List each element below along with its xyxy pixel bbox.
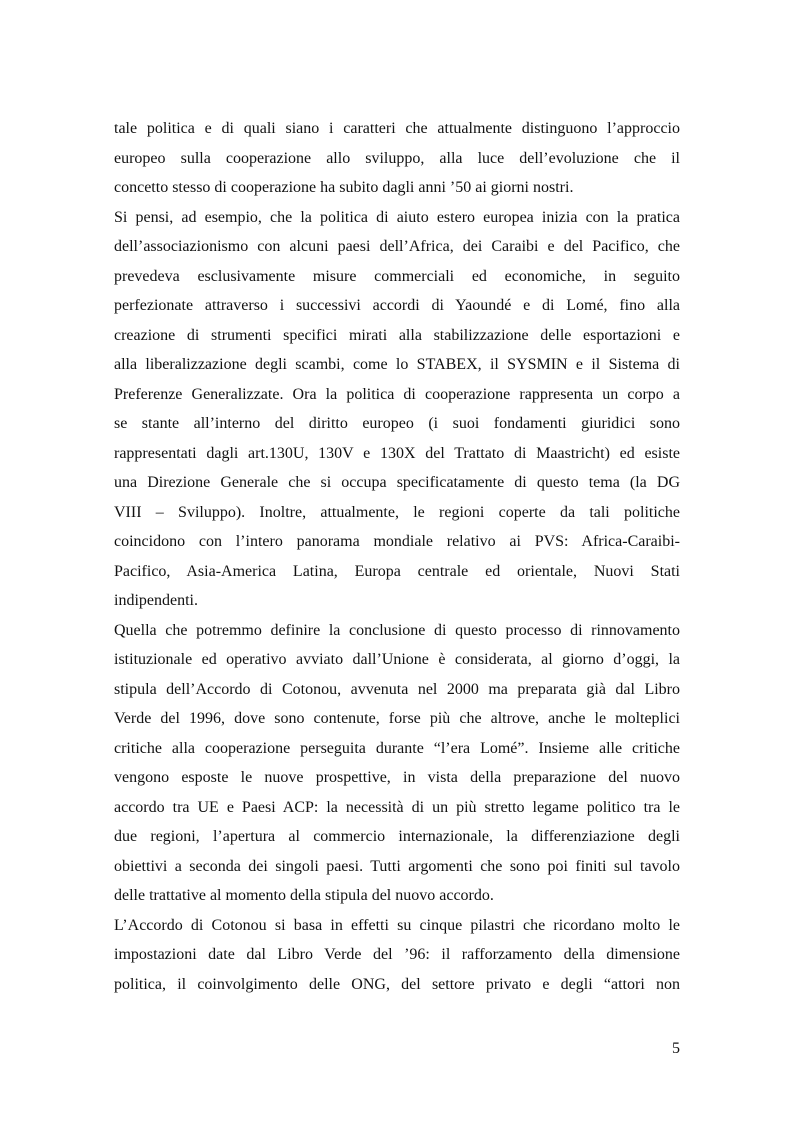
text-line: Quella che potremmo definire la conclusione di questo processo di rinnovamento	[114, 621, 680, 639]
text-line: tale politica e di quali siano i caratteri che attualmente distinguono l’approccio	[114, 120, 680, 137]
text-line: indipendenti.	[114, 592, 198, 609]
text-line: coincidono con l’intero panorama mondiale relativo ai PVS: Africa-Caraibi-	[114, 533, 680, 550]
text-line: rappresentati dagli art.130U, 130V e 130X del Trattato di Maastricht) ed esiste	[114, 444, 680, 462]
text-line: istituzionale ed operativo avviato dall’Unione è considerata, al giorno d’oggi, la	[114, 651, 680, 668]
text-line: VIII – Sviluppo). Inoltre, attualmente, le regioni coperte da tali politiche	[114, 503, 680, 521]
text-line: europeo sulla cooperazione allo sviluppo, alla luce dell’evoluzione che il	[114, 149, 680, 167]
text-line: prevedeva esclusivamente misure commerciali ed economiche, in seguito	[114, 267, 680, 285]
text-line: Si pensi, ad esempio, che la politica di aiuto estero europea inizia con la pratica	[114, 208, 680, 226]
text-line: Preferenze Generalizzate. Ora la politica di cooperazione rappresenta un corpo a	[114, 385, 680, 403]
text-line: critiche alla cooperazione perseguita durante “l’era Lomé”. Insieme alle critiche	[114, 739, 680, 757]
text-line: politica, il coinvolgimento delle ONG, del settore privato e degli “attori non	[114, 975, 680, 993]
text-line: se stante all’interno del diritto europeo (i suoi fondamenti giuridici sono	[114, 415, 680, 432]
text-line: creazione di strumenti specifici mirati alla stabilizzazione delle esportazioni e	[114, 326, 680, 344]
text-line: una Direzione Generale che si occupa specificatamente di questo tema (la DG	[114, 474, 680, 491]
text-line: stipula dell’Accordo di Cotonou, avvenuta nel 2000 ma preparata già dal Libro	[114, 680, 680, 698]
text-line: accordo tra UE e Paesi ACP: la necessità di un più stretto legame politico tra le	[114, 798, 680, 816]
text-line: L’Accordo di Cotonou si basa in effetti su cinque pilastri che ricordano molto le	[114, 916, 680, 934]
text-line: obiettivi a seconda dei singoli paesi. Tutti argomenti che sono poi finiti sul tavolo	[114, 857, 680, 875]
text-line: alla liberalizzazione degli scambi, come lo STABEX, il SYSMIN e il Sistema di	[114, 356, 680, 373]
text-line: Verde del 1996, dove sono contenute, forse più che altrove, anche le molteplici	[114, 710, 680, 727]
text-line: dell’associazionismo con alcuni paesi dell’Africa, dei Caraibi e del Pacifico, che	[114, 238, 680, 255]
text-line: due regioni, l’apertura al commercio internazionale, la differenziazione degli	[114, 828, 680, 845]
text-line: impostazioni date dal Libro Verde del ’96: il rafforzamento della dimensione	[114, 946, 680, 963]
body-text	[114, 114, 680, 999]
text-line: Pacifico, Asia-America Latina, Europa centrale ed orientale, Nuovi Stati	[114, 562, 680, 580]
page-number: 5	[672, 1040, 680, 1057]
text-line: perfezionate attraverso i successivi accordi di Yaoundé e di Lomé, fino alla	[114, 297, 680, 314]
text-line: concetto stesso di cooperazione ha subito dagli anni ’50 ai giorni nostri.	[114, 179, 574, 196]
text-line: vengono esposte le nuove prospettive, in vista della preparazione del nuovo	[114, 769, 680, 786]
text-line: delle trattative al momento della stipula del nuovo accordo.	[114, 887, 494, 904]
